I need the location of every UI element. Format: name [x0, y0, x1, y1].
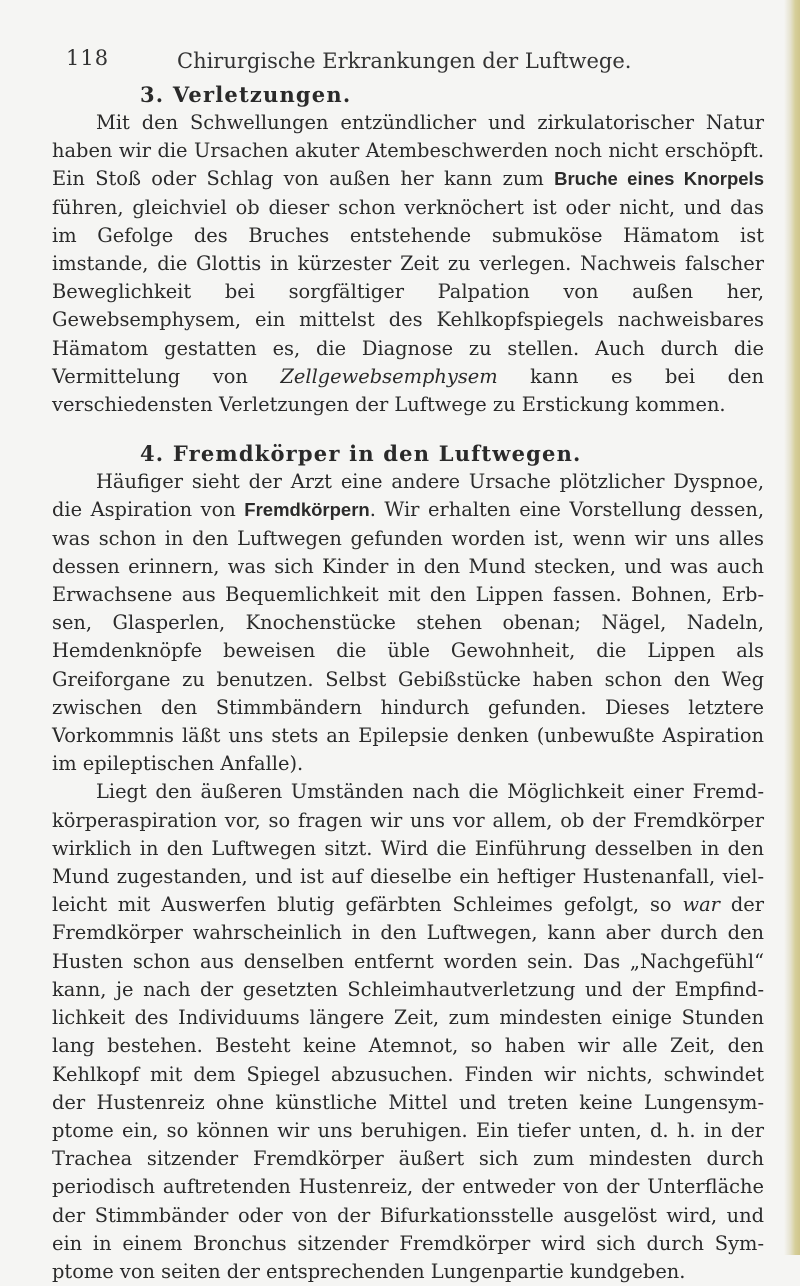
section-heading-fremdkoerper: 4. Fremdkörper in den Luftwegen. — [140, 441, 582, 467]
bold-term: Fremdkörpern — [244, 499, 370, 521]
paragraph-text: Liegt den äußeren Umständen nach die Möglichkeit einer Fremdkörperaspiration vor, so fragen wir uns vor allem, ob der Fremdkörper wirklich in den Luftwegen sitzt. Wird die Einführung desselben in den Mund zugestanden, und ist auf dieselbe ein heftiger Hustenanfall, vielleicht mit Auswerfen blutig gefärbten Schleimes gefolgt, so — [52, 780, 764, 917]
paragraph-text: Mit den Schwellungen entzündlicher und zirkulatorischer Natur haben wir die Ursachen akuter Atembeschwerden noch nicht erschöpft. Ein Stoß oder Schlag von außen her kann zum — [52, 111, 764, 191]
italic-term: war — [682, 893, 720, 917]
running-head: Chirurgische Erkrankungen der Luftwege. — [177, 49, 632, 73]
paragraph-fremdkoerper-1 — [52, 468, 764, 778]
paragraph-text: führen, gleichviel ob dieser schon verknöchert ist oder nicht, und das im Gefolge des Bruches entstehende submuköse Hämatom ist imstande, die Glottis in kürzester Zeit zu verlegen. Nachweis falscher Beweglichkeit bei sorgfältiger Palpation von außen her, Gewebsemphysem, ein mittelst des Kehlkopfspiegels nachweisbares Hämatom gestatten es, die Diagnose zu stellen. Auch durch die Vermittelung von — [52, 195, 764, 388]
italic-term: Zellgewebsemphysem — [280, 364, 498, 388]
page-number: 118 — [66, 46, 110, 70]
paragraph-fremdkoerper-2 — [52, 778, 764, 1286]
bold-term: Bruche eines Knorpels — [554, 168, 764, 190]
paragraph-text: der Fremdkörper wahrscheinlich in den Luftwegen, kann aber durch den Husten schon aus denselben entfernt worden sein. Das „Nachgefühl“ kann, je nach der gesetzten Schleimhautverletzung und der Empfindlichkeit des Individuums längere Zeit, zum mindesten einige Stunden lang bestehen. Besteht keine Atemnot, so haben wir alle Zeit, den Kehlkopf mit dem Spiegel abzusuchen. Finden wir nichts, schwindet der Hustenreiz ohne künstliche Mittel und treten keine Lungensymptome ein, so können wir uns beruhigen. Ein tiefer unten, d. h. in der Trachea sitzender Fremdkörper äußert sich zum mindesten durch periodisch auftretenden Hustenreiz, der entweder von der Unterfläche der Stimmbänder oder von der Bifurkationsstelle ausgelöst wird, und ein in einem Bronchus sitzender Fremdkörper wird sich durch Symptome von seiten der entsprechenden Lungenpartie kundgeben. — [52, 893, 764, 1283]
paragraph-text: . Wir erhalten eine Vorstellung dessen, was schon in den Luftwegen gefunden worden ist, wenn wir uns alles dessen erinnern, was sich Kinder in den Mund stecken, und was auch Erwachsene aus Bequemlichkeit mit den Lippen fassen. Bohnen, Erbsen, Glasperlen, Knochenstücke stehen obenan; Nägel, Nadeln, Hemdenknöpfe beweisen die üble Gewohnheit, die Lippen als Greiforgane zu benutzen. Selbst Gebißstücke haben schon den Weg zwischen den Stimmbändern hindurch gefunden. Dieses letztere Vorkommnis läßt uns stets an Epilepsie denken (unbewußte Aspiration im epileptischen Anfalle). — [52, 498, 764, 776]
section-heading-verletzungen: 3. Verletzungen. — [140, 82, 352, 107]
book-page — [52, 46, 764, 1286]
page-edge-shadow — [784, 0, 800, 1255]
paragraph-verletzungen — [52, 109, 764, 419]
page-header — [52, 46, 764, 76]
paragraph-text: Häufiger sieht der Arzt eine andere Ursache plötzlicher Dyspnoe, die Aspiration von — [52, 470, 764, 522]
paragraph-text: kann es bei den verschiedensten Verletzungen der Luftwege zu Erstickung kommen. — [52, 364, 764, 417]
